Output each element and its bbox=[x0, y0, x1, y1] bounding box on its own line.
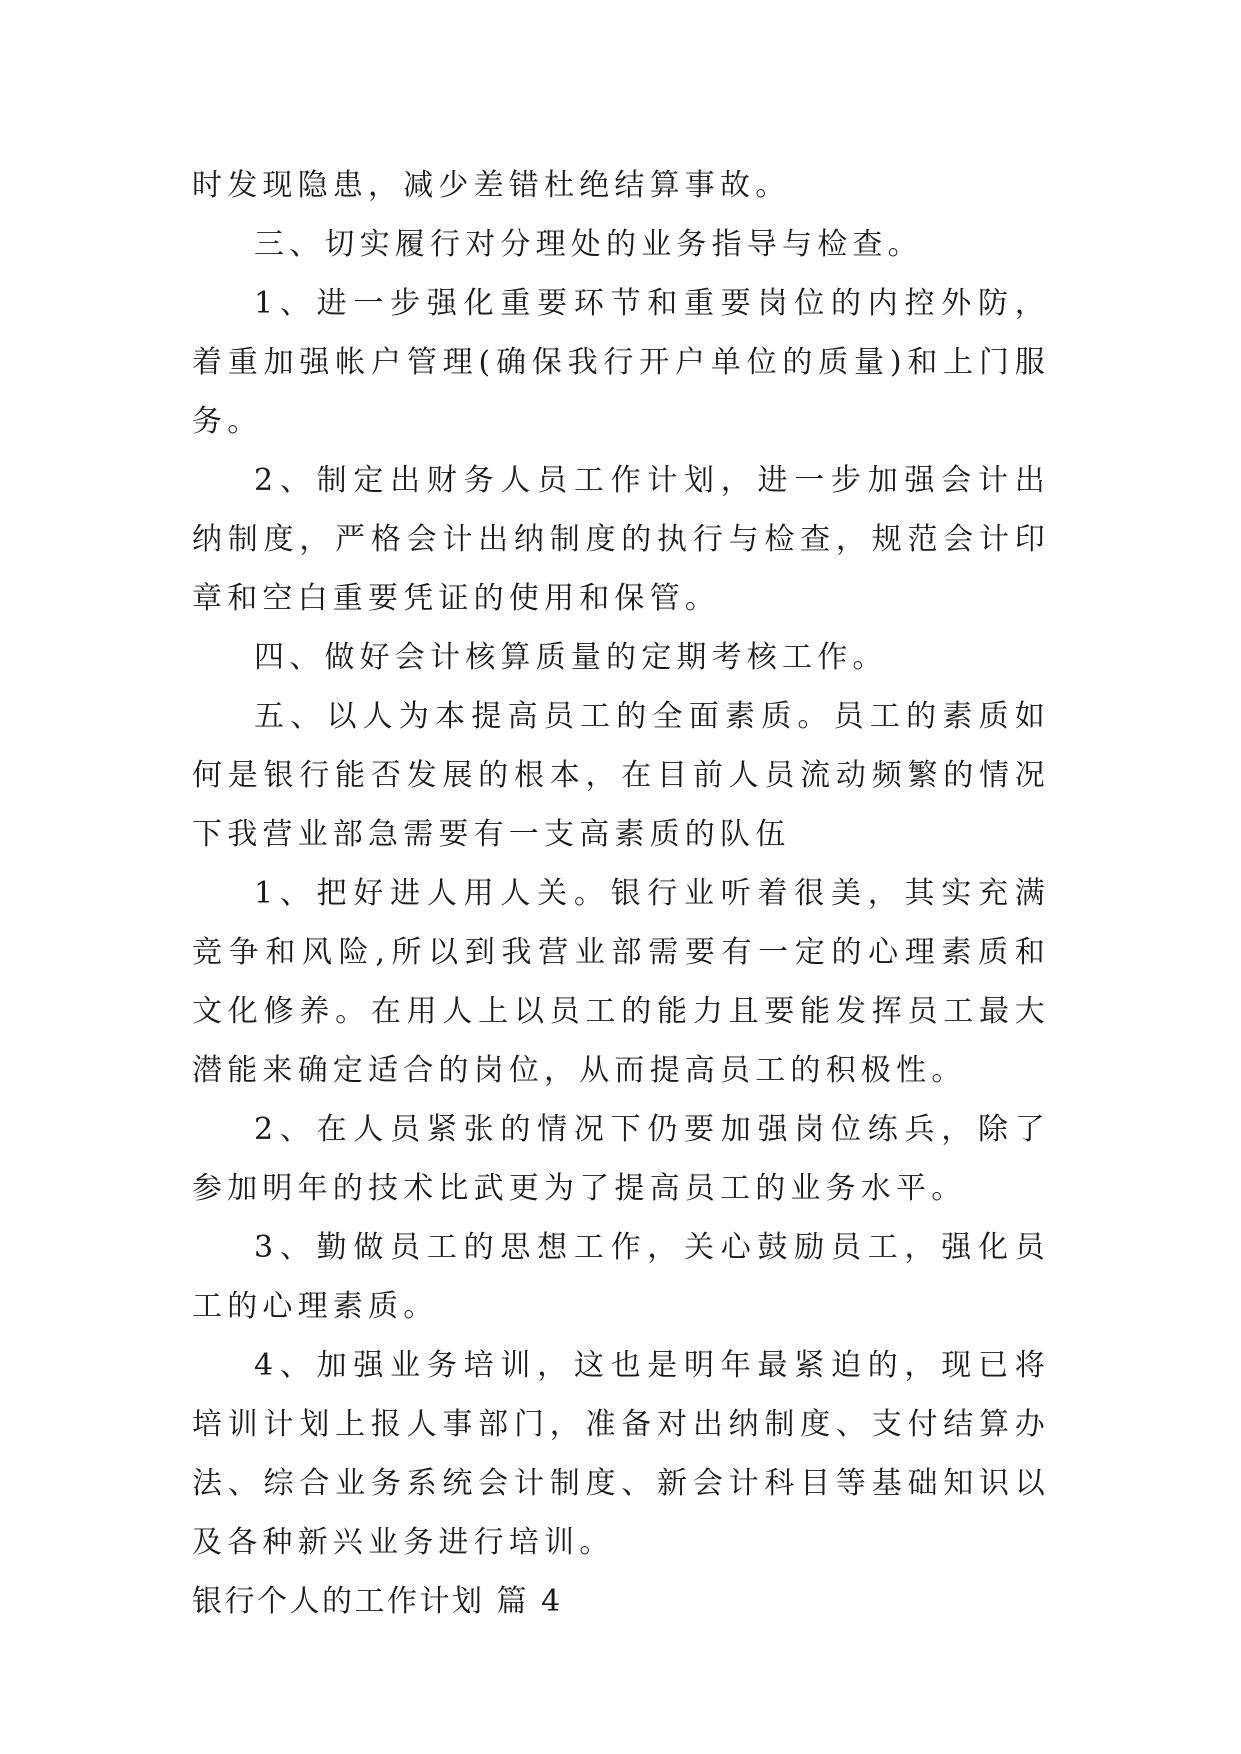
paragraph-1: 时发现隐患，减少差错杜绝结算事故。 bbox=[192, 168, 791, 203]
document-body bbox=[192, 156, 1050, 1631]
paragraph-4: 2、制定出财务人员工作计划，进一步加强会计出纳制度，严格会计出纳制度的执行与检查，规范会计印章和空白重要凭证的使用和保管。 bbox=[192, 463, 1050, 616]
section-heading: 银行个人的工作计划 篇 4 bbox=[192, 1584, 563, 1619]
paragraph-7: 1、把好进人用人关。银行业听着很美，其实充满竞争和风险,所以到我营业部需要有一定的心理素质和文化修养。在用人上以员工的能力且要能发挥员工最大潜能来确定适合的岗位，从而提高员工的积极性。 bbox=[192, 876, 1050, 1088]
paragraph-10: 4、加强业务培训，这也是明年最紧迫的，现已将培训计划上报人事部门，准备对出纳制度、支付结算办法、综合业务系统会计制度、新会计科目等基础知识以及各种新兴业务进行培训。 bbox=[192, 1348, 1050, 1560]
paragraph-9: 3、勤做员工的思想工作，关心鼓励员工，强化员工的心理素质。 bbox=[192, 1230, 1050, 1324]
paragraph-8: 2、在人员紧张的情况下仍要加强岗位练兵，除了参加明年的技术比武更为了提高员工的业务水平。 bbox=[192, 1112, 1050, 1206]
paragraph-2: 三、切实履行对分理处的业务指导与检查。 bbox=[254, 227, 923, 262]
paragraph-6: 五、以人为本提高员工的全面素质。员工的素质如何是银行能否发展的根本，在目前人员流动频繁的情况下我营业部急需要有一支高素质的队伍 bbox=[192, 699, 1050, 852]
paragraph-3: 1、进一步强化重要环节和重要岗位的内控外防，着重加强帐户管理(确保我行开户单位的质量)和上门服务。 bbox=[192, 286, 1050, 439]
paragraph-5: 四、做好会计核算质量的定期考核工作。 bbox=[254, 640, 888, 675]
